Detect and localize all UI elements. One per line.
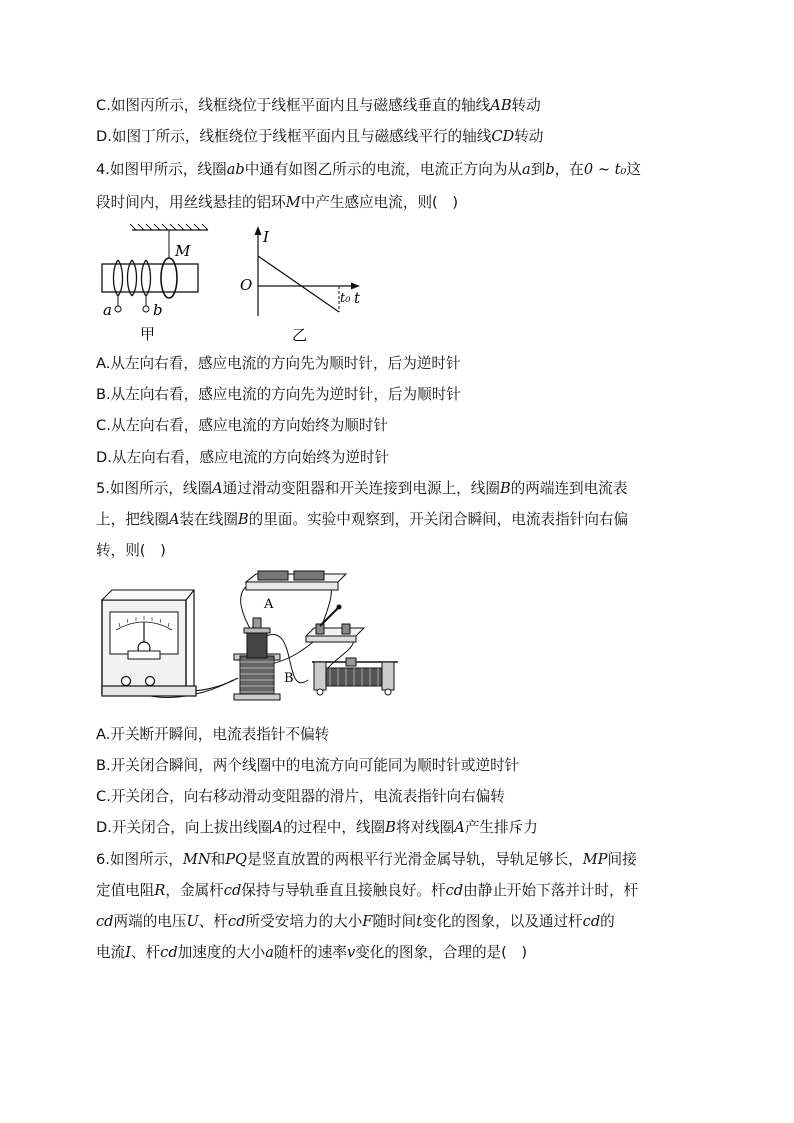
caption-yi: 乙: [292, 326, 308, 344]
label-b: b: [153, 301, 163, 319]
q5-option-b: B.开关闭合瞬间，两个线圈中的电流方向可能同为顺时针或逆时针: [96, 757, 520, 774]
q4-figure-jia: [96, 222, 216, 344]
q5-stem-line1: 5.如图所示，线圈A通过滑动变阻器和开关连接到电源上，线圈B的两端连到电流表: [96, 480, 628, 497]
caption-jia: 甲: [140, 325, 156, 343]
label-o: O: [240, 276, 253, 294]
label-m: M: [175, 242, 191, 260]
label-t: t: [354, 289, 361, 307]
label-t0: t₀: [340, 291, 351, 306]
q4-option-c: C.从左向右看，感应电流的方向始终为顺时针: [96, 417, 389, 434]
q3-option-c: C.如图丙所示，线框绕位于线框平面内且与磁感线垂直的轴线AB转动: [96, 97, 541, 114]
q6-stem-line4: 电流I、杆cd加速度的大小a随杆的速率v变化的图象，合理的是( ): [96, 944, 528, 961]
q6-stem-line3: cd两端的电压U、杆cd所受安培力的大小F随时间t变化的图象，以及通过杆cd的: [96, 913, 615, 930]
q3-option-d: D.如图丁所示，线框绕位于线框平面内且与磁感线平行的轴线CD转动: [96, 128, 544, 145]
q6-stem-line1: 6.如图所示，MN和PQ是竖直放置的两根平行光滑金属导轨，导轨足够长，MP间接: [96, 851, 637, 868]
q4-figure-yi: [236, 224, 366, 346]
q5-stem-line3: 转，则( ): [96, 542, 166, 559]
q5-option-a: A.开关断开瞬间，电流表指针不偏转: [96, 726, 330, 743]
q4-option-a: A.从左向右看，感应电流的方向先为顺时针，后为逆时针: [96, 355, 461, 372]
label-coil-a: A: [264, 597, 274, 612]
q4-stem-line2: 段时间内，用丝线悬挂的铝环M中产生感应电流，则( ): [96, 194, 459, 211]
label-a: a: [103, 301, 112, 319]
q5-apparatus-figure: [98, 568, 408, 712]
q4-option-d: D.从左向右看，感应电流的方向始终为逆时针: [96, 449, 390, 466]
q6-stem-line2: 定值电阻R，金属杆cd保持与导轨垂直且接触良好。杆cd由静止开始下落并计时，杆: [96, 882, 639, 899]
q5-option-d: D.开关闭合，向上拔出线圈A的过程中，线圈B将对线圈A产生排斥力: [96, 819, 538, 836]
q4-option-b: B.从左向右看，感应电流的方向先为逆时针，后为顺时针: [96, 386, 461, 403]
label-coil-b: B: [284, 671, 294, 686]
label-i: I: [263, 228, 269, 246]
q4-stem-line1: 4.如图甲所示，线圈ab中通有如图乙所示的电流，电流正方向为从a到b，在0 ~ t₀这: [96, 161, 642, 178]
q5-stem-line2: 上，把线圈A装在线圈B的里面。实验中观察到，开关闭合瞬间，电流表指针向右偏: [96, 511, 629, 528]
q5-option-c: C.开关闭合，向右移动滑动变阻器的滑片，电流表指针向右偏转: [96, 788, 505, 805]
